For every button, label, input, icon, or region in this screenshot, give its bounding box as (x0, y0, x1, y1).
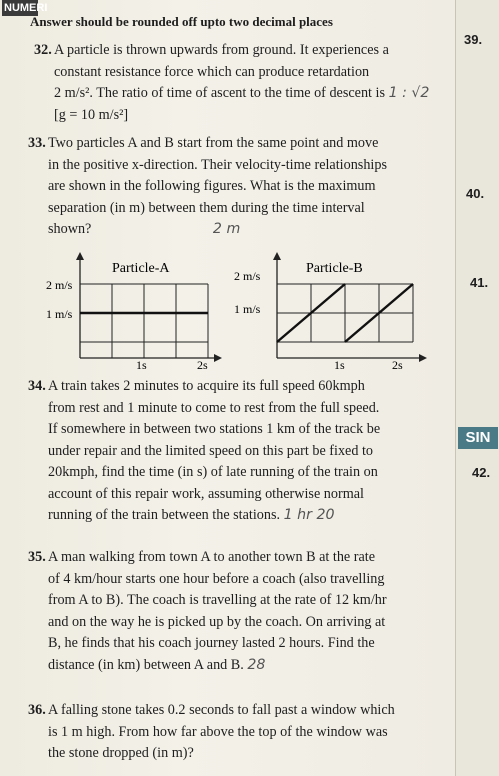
y-tick-label: 1 m/s (46, 307, 73, 321)
right-question-number: 40. (466, 186, 485, 201)
question-line: A man walking from town A to another town B at the rate (48, 549, 376, 565)
question-line: 2 m/s². The ratio of time of ascent to the time of descent is 1 : √2 (54, 85, 430, 101)
y-axis-arrow (76, 252, 84, 260)
question-line: [g = 10 m/s²] (54, 106, 129, 123)
question-line: separation (in m) between them during the time interval (48, 199, 365, 216)
question-number: 34. (28, 378, 46, 394)
x-tick-label: 2s (197, 358, 208, 372)
question-33 (28, 133, 443, 241)
x-tick-label: 2s (392, 358, 403, 372)
question-line: A falling stone takes 0.2 seconds to fall past a window which (48, 702, 395, 718)
question-line: is 1 m high. From how far above the top of the window was (48, 723, 388, 740)
section-badge: SIN (458, 427, 498, 449)
answer-note: Answer should be rounded off upto two decimal places (30, 14, 333, 29)
y-tick-label: 2 m/s (46, 278, 73, 292)
question-line: A train takes 2 minutes to acquire its full speed 60kmph (48, 378, 365, 394)
section-header: NUMERI (4, 2, 48, 14)
right-question-number: 42. (472, 465, 491, 480)
question-line: of 4 km/hour starts one hour before a coach (also travelling (48, 570, 385, 587)
question-number: 32. (34, 42, 52, 58)
question-line: under repair and the limited speed on this part be fixed to (48, 442, 374, 459)
x-tick-label: 1s (334, 358, 345, 372)
x-axis-arrow (419, 354, 427, 362)
x-tick-label: 1s (136, 358, 147, 372)
question-line: If somewhere in between two stations 1 km of the track be (48, 421, 381, 437)
question-line: 20kmph, find the time (in s) of late running of the train on (48, 464, 378, 480)
question-line: B, he finds that his coach journey lasted 2 hours. Find the (48, 635, 375, 651)
question-number: 35. (28, 549, 46, 565)
question-32 (34, 40, 444, 126)
right-question-number: 39. (464, 32, 483, 47)
question-line: and on the way he is picked up by the coach. On arriving at (48, 613, 386, 630)
velocity-time-graph-particle-b (230, 250, 430, 370)
question-line: A particle is thrown upwards from ground. It experiences a (54, 42, 389, 58)
question-line: Two particles A and B start from the same point and move (48, 135, 379, 151)
question-line: the stone dropped (in m)? (48, 745, 194, 761)
handwritten-answer: 2 m (212, 221, 241, 237)
question-number: 33. (28, 135, 46, 151)
handwritten-answer: 1 hr 20 (283, 507, 335, 523)
question-line: shown? 2 m (48, 221, 241, 237)
question-line: account of this repair work, assuming otherwise normal (48, 485, 364, 502)
question-34 (28, 376, 443, 527)
graph-title: Particle-B (306, 261, 363, 276)
handwritten-answer: 28 (247, 656, 266, 673)
y-tick-label: 1 m/s (234, 302, 261, 316)
question-line: from rest and 1 minute to come to rest from the full speed. (48, 399, 380, 416)
y-axis-arrow (273, 252, 281, 260)
question-36 (28, 700, 443, 765)
x-axis-arrow (214, 354, 222, 362)
question-line: running of the train between the stations. 1 hr 20 (48, 507, 335, 523)
question-line: are shown in the following figures. What is the maximum (48, 178, 376, 194)
y-tick-label: 2 m/s (234, 269, 261, 283)
adjacent-page-edge (455, 0, 499, 776)
graph-title: Particle-A (112, 261, 170, 276)
velocity-time-graph-particle-a (40, 250, 225, 370)
question-line: distance (in km) between A and B. 28 (48, 656, 266, 673)
question-35 (28, 547, 443, 676)
question-line: in the positive x-direction. Their velocity-time relationships (48, 156, 387, 173)
right-question-number: 41. (470, 275, 489, 290)
handwritten-answer: 1 : √2 (388, 85, 430, 101)
question-line: from A to B). The coach is travelling at the rate of 12 km/hr (48, 592, 387, 608)
question-number: 36. (28, 702, 46, 718)
question-line: constant resistance force which can produce retardation (54, 63, 370, 80)
